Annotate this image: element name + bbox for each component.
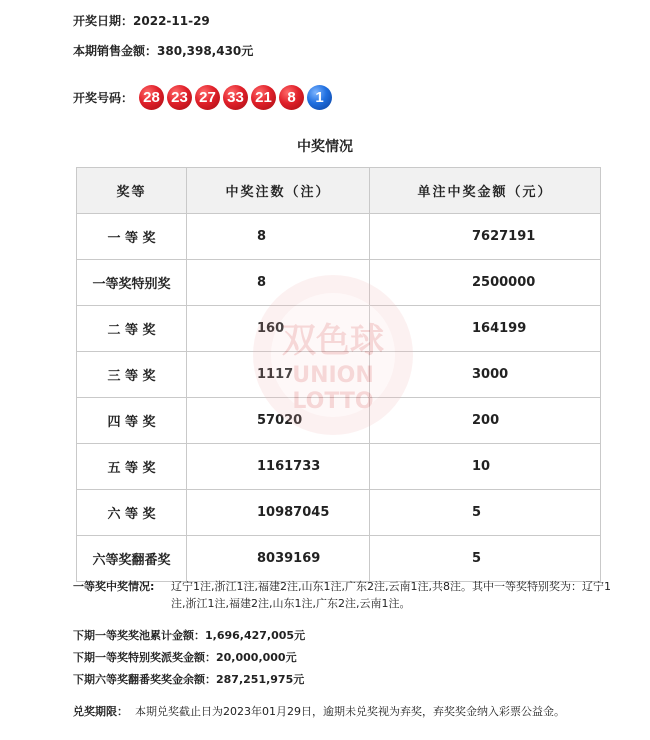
table-row — [77, 260, 601, 306]
red-ball: 33 — [223, 85, 248, 110]
winner-count: 57020 — [187, 398, 370, 444]
pool-row — [73, 649, 297, 665]
winner-count: 8039169 — [187, 536, 370, 582]
deadline-label: 兑奖期限： — [73, 705, 128, 718]
prize-level: 一 等 奖 — [77, 214, 187, 260]
prize-amount: 5 — [370, 490, 601, 536]
pool-value: 287,251,975元 — [216, 673, 305, 686]
sales-row — [73, 42, 253, 59]
first-prize-detail-text: 辽宁1注,浙江1注,福建2注,山东1注,广东2注,云南1注,共8注。其中一等奖特别奖为：辽宁1注,浙江1注,福建2注,山东1注,广东2注,云南1注。 — [171, 580, 611, 610]
prize-level: 六 等 奖 — [77, 490, 187, 536]
deadline-text: 本期兑奖截止日为2023年01月29日，逾期未兑奖视为弃奖，弃奖奖金纳入彩票公益金。 — [135, 705, 565, 718]
red-ball: 27 — [195, 85, 220, 110]
table-row — [77, 214, 601, 260]
prize-amount: 3000 — [370, 352, 601, 398]
prize-amount: 2500000 — [370, 260, 601, 306]
winner-count: 1117 — [187, 352, 370, 398]
watermark-brand: 双色球 — [282, 321, 384, 361]
winner-count: 8 — [187, 214, 370, 260]
winner-count: 1161733 — [187, 444, 370, 490]
winning-numbers — [73, 84, 335, 110]
prize-level: 六等奖翻番奖 — [77, 536, 187, 582]
pool-label: 下期一等奖特别奖派奖金额： — [73, 651, 216, 664]
table-row — [77, 536, 601, 582]
draw-date-row — [73, 12, 210, 29]
prize-amount: 10 — [370, 444, 601, 490]
prize-amount: 7627191 — [370, 214, 601, 260]
sales-value: 380,398,430元 — [157, 44, 254, 58]
prize-amount: 5 — [370, 536, 601, 582]
numbers-label: 开奖号码： — [73, 90, 134, 105]
winner-count: 8 — [187, 260, 370, 306]
red-ball: 28 — [139, 85, 164, 110]
watermark-sub1: UNION — [292, 363, 374, 388]
table-header-row — [77, 168, 601, 214]
blue-ball: 1 — [307, 85, 332, 110]
pool-value: 1,696,427,005元 — [205, 629, 306, 642]
pool-value: 20,000,000元 — [216, 651, 297, 664]
prize-level: 一等奖特别奖 — [77, 260, 187, 306]
prize-level: 四 等 奖 — [77, 398, 187, 444]
watermark-sub2: LOTTO — [292, 389, 374, 414]
header-count: 中奖注数（注） — [187, 168, 370, 214]
draw-date-value: 2022-11-29 — [133, 14, 210, 28]
pool-row — [73, 671, 304, 687]
header-level: 奖等 — [77, 168, 187, 214]
first-prize-detail-label: 一等奖中奖情况: — [73, 580, 155, 593]
red-ball: 21 — [251, 85, 276, 110]
claim-deadline — [73, 703, 613, 720]
prize-amount: 200 — [370, 398, 601, 444]
section-title: 中奖情况 — [297, 139, 353, 155]
winner-count: 10987045 — [187, 490, 370, 536]
prize-level: 三 等 奖 — [77, 352, 187, 398]
prize-table — [76, 167, 601, 582]
table-row — [77, 398, 601, 444]
prize-level: 五 等 奖 — [77, 444, 187, 490]
red-ball: 8 — [279, 85, 304, 110]
pool-label: 下期一等奖奖池累计金额： — [73, 629, 205, 642]
table-row — [77, 352, 601, 398]
table-row — [77, 490, 601, 536]
prize-amount: 164199 — [370, 306, 601, 352]
table-row — [77, 306, 601, 352]
header-amount: 单注中奖金额（元） — [370, 168, 601, 214]
pool-row — [73, 627, 305, 643]
prize-level: 二 等 奖 — [77, 306, 187, 352]
red-ball: 23 — [167, 85, 192, 110]
table-row — [77, 444, 601, 490]
sales-label: 本期销售金额： — [73, 44, 158, 58]
first-prize-detail — [73, 578, 613, 612]
winner-count: 160 — [187, 306, 370, 352]
pool-label: 下期六等奖翻番奖奖金余额： — [73, 673, 216, 686]
draw-date-label: 开奖日期： — [73, 14, 134, 28]
